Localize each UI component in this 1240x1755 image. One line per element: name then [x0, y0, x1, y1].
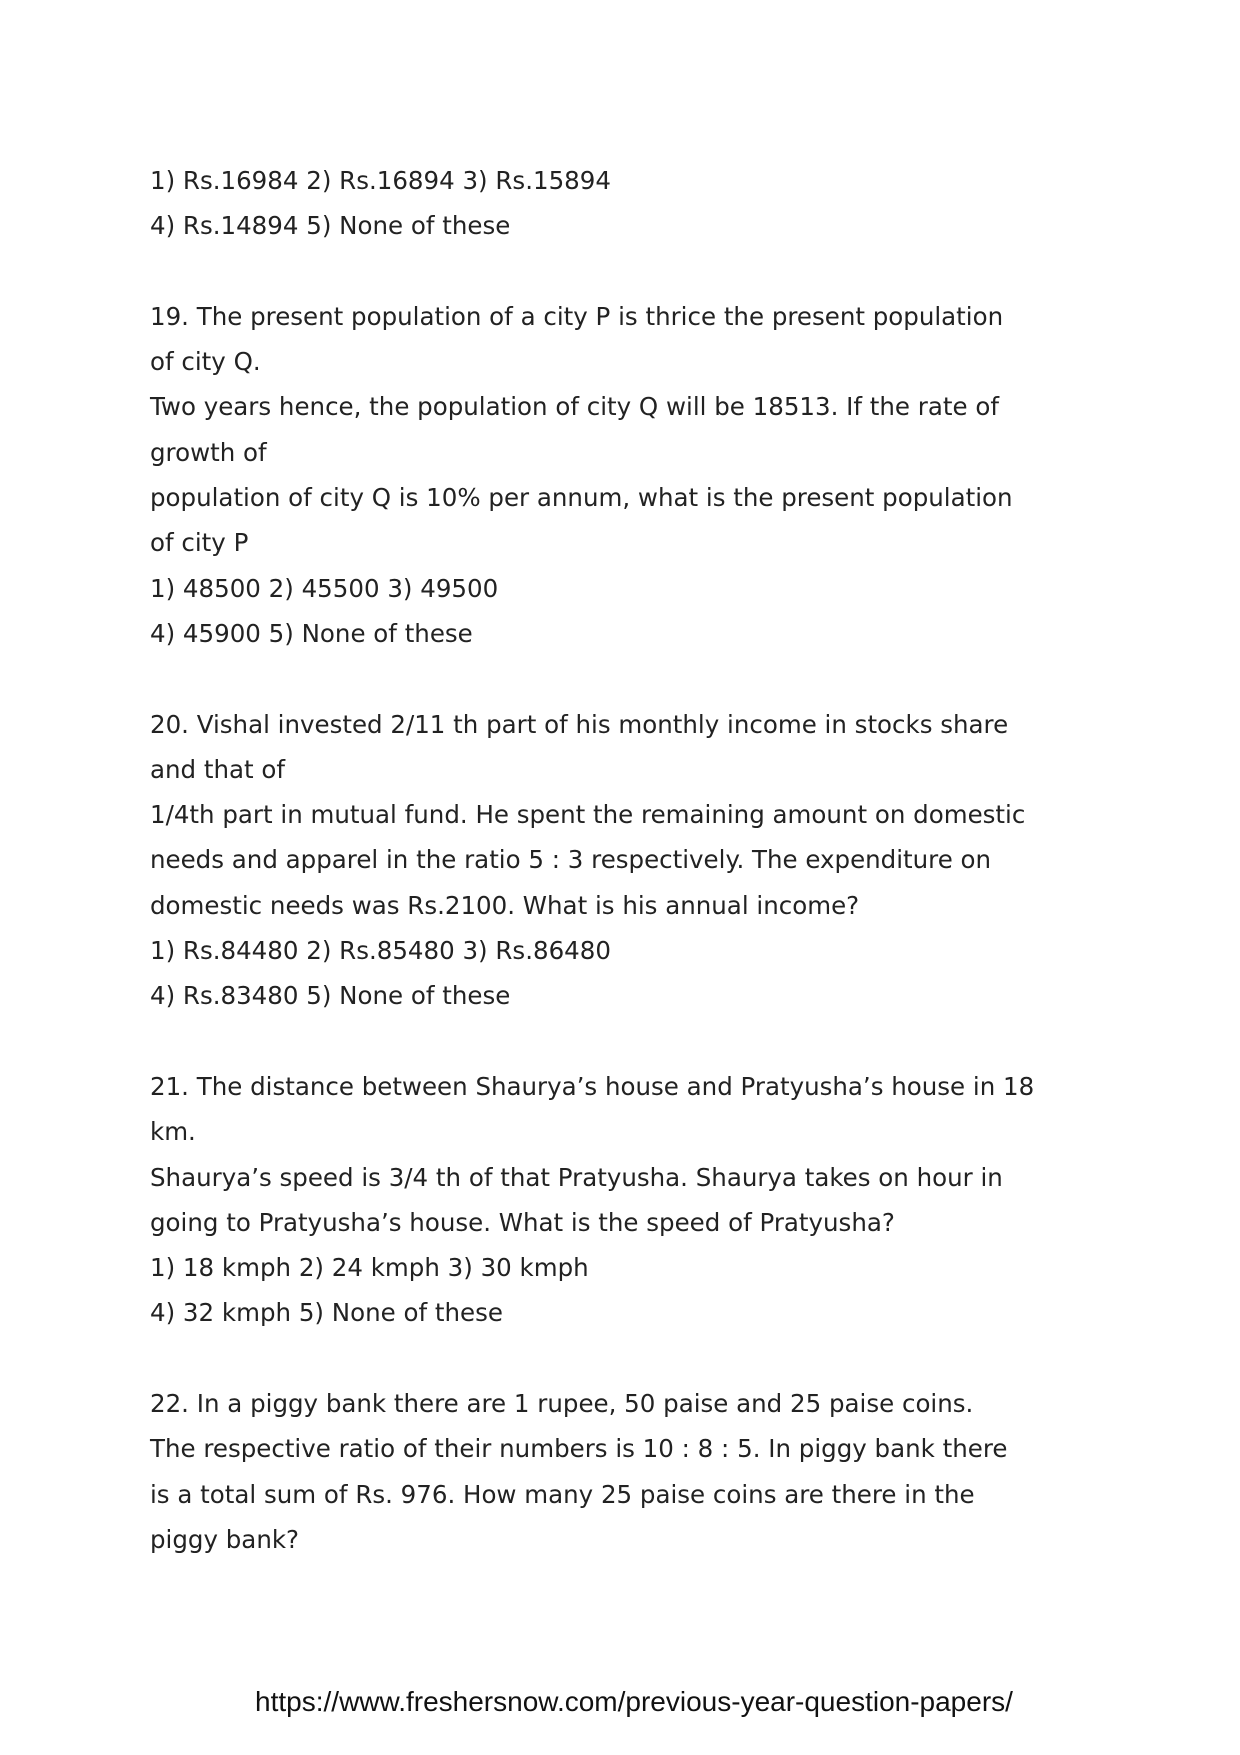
- question-text-line: and that of: [150, 754, 286, 784]
- question-text-line: 1/4th part in mutual fund. He spent the remaining amount on domestic: [150, 800, 1026, 830]
- text-line: 1) Rs.16984 2) Rs.16894 3) Rs.15894: [150, 166, 611, 195]
- question-text-line: is a total sum of Rs. 976. How many 25 paise coins are there in the: [150, 1479, 975, 1509]
- document-body: [150, 158, 1110, 1562]
- question-22: [150, 1381, 1110, 1562]
- text-line: 4) Rs.14894 5) None of these: [150, 211, 511, 241]
- question-text-line: piggy bank?: [150, 1524, 300, 1554]
- question-text-line: Shaurya’s speed is 3/4 th of that Pratyusha. Shaurya takes on hour in: [150, 1162, 1003, 1192]
- options-line: 4) 32 kmph 5) None of these: [150, 1298, 503, 1328]
- question-20: [150, 702, 1110, 1019]
- question-text-line: growth of: [150, 437, 267, 467]
- question-text-line: of city P: [150, 528, 249, 558]
- spacer: [150, 249, 1110, 294]
- options-line: 4) Rs.83480 5) None of these: [150, 981, 511, 1011]
- question-text-line: needs and apparel in the ratio 5 : 3 respectively. The expenditure on: [150, 845, 992, 875]
- options-line: 4) 45900 5) None of these: [150, 618, 473, 648]
- question-text-line: going to Pratyusha’s house. What is the speed of Pratyusha?: [150, 1207, 895, 1237]
- question-text-line: The respective ratio of their numbers is 10 : 8 : 5. In piggy bank there: [150, 1434, 1008, 1464]
- footer-url[interactable]: https://www.freshersnow.com/previous-year-question-papers/: [255, 1686, 1013, 1717]
- spacer: [150, 1336, 1110, 1381]
- question-text-line: domestic needs was Rs.2100. What is his annual income?: [150, 890, 860, 920]
- question-text-line: 20. Vishal invested 2/11 th part of his monthly income in stocks share: [150, 709, 1009, 739]
- question-text-line: of city Q.: [150, 347, 261, 377]
- question-text-line: 22. In a piggy bank there are 1 rupee, 50 paise and 25 paise coins.: [150, 1389, 974, 1419]
- options-line: 1) Rs.84480 2) Rs.85480 3) Rs.86480: [150, 936, 611, 966]
- spacer: [150, 1019, 1110, 1064]
- question-text-line: km.: [150, 1117, 196, 1147]
- question-text-line: 19. The present population of a city P is thrice the present population: [150, 301, 1004, 331]
- question-18-options: [150, 158, 1110, 249]
- question-21: [150, 1064, 1110, 1336]
- question-19: [150, 294, 1110, 656]
- question-text-line: Two years hence, the population of city Q will be 18513. If the rate of: [150, 392, 999, 422]
- spacer: [150, 656, 1110, 701]
- options-line: 1) 18 kmph 2) 24 kmph 3) 30 kmph: [150, 1253, 589, 1283]
- options-line: 1) 48500 2) 45500 3) 49500: [150, 573, 499, 603]
- question-text-line: 21. The distance between Shaurya’s house and Pratyusha’s house in 18: [150, 1071, 1035, 1101]
- question-text-line: population of city Q is 10% per annum, what is the present population: [150, 483, 1013, 513]
